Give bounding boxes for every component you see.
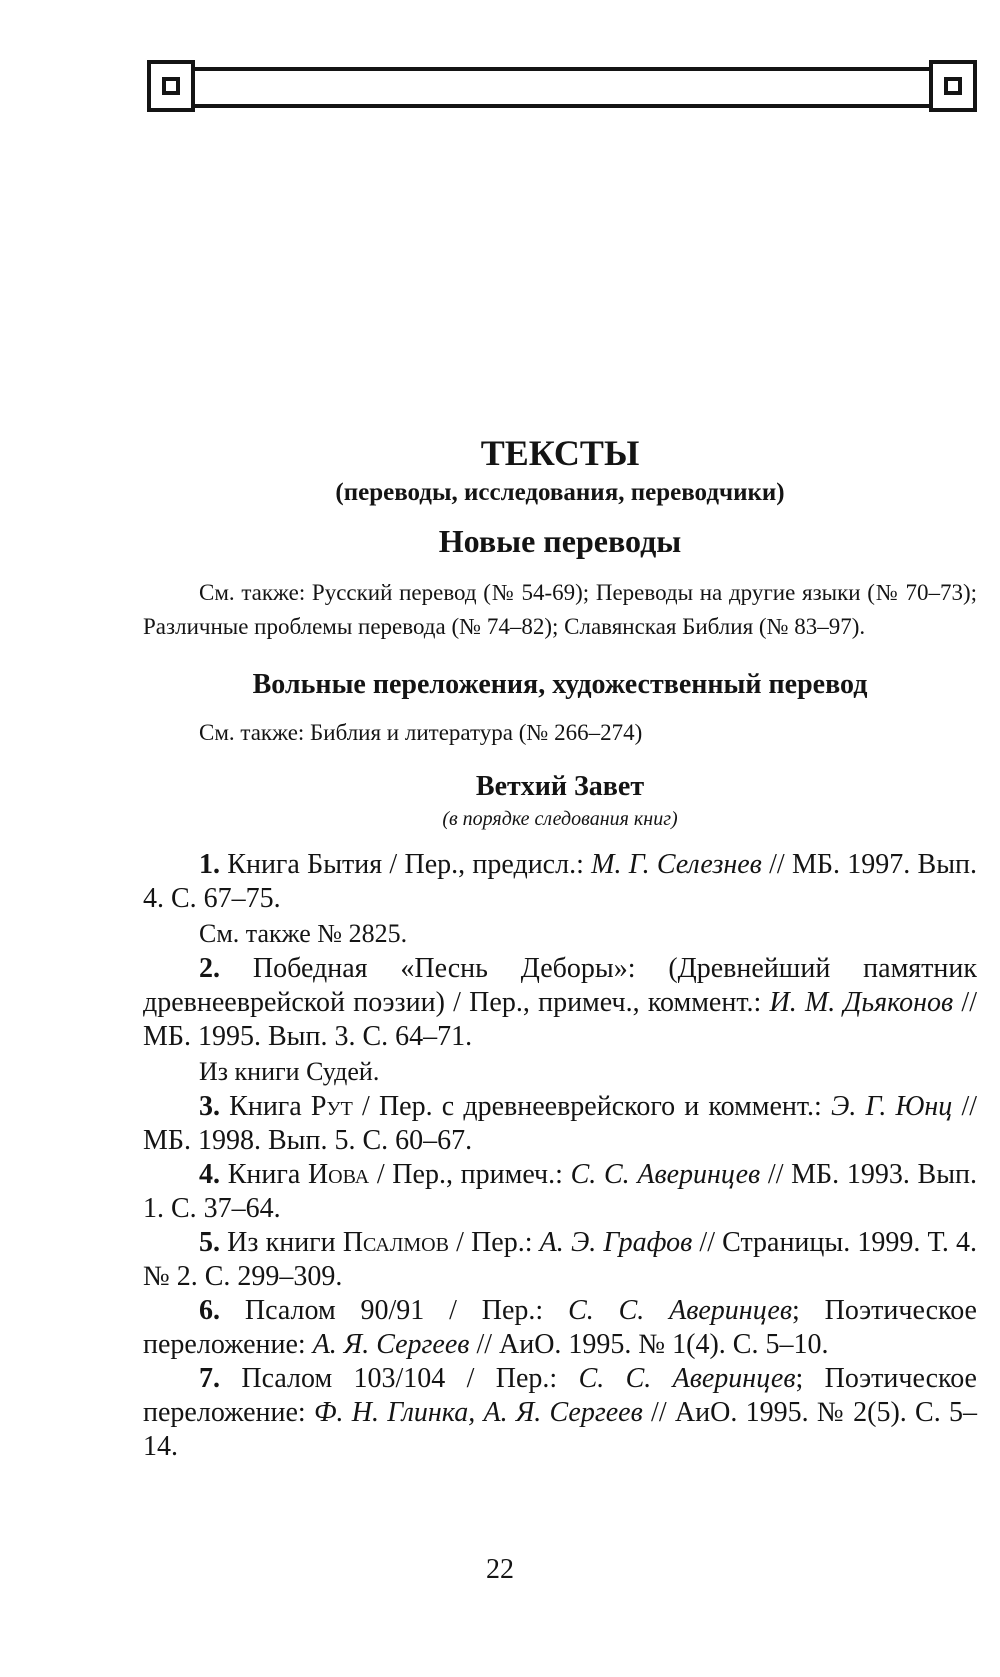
ornament-rule-top [147, 67, 977, 71]
entry-author: А. Э. Графов [539, 1227, 693, 1258]
section-title-old-testament: Ветхий Завет [475, 771, 645, 802]
entry-note: Из книги Судей. [199, 1057, 380, 1086]
entry-text-prefix: Книга [220, 1091, 311, 1122]
entry-text-middle: ; Поэтическое переложение: [143, 1295, 977, 1360]
bibliography-entry [143, 848, 977, 916]
entry-source: // МБ. 1993. Вып. 1. С. 37–64. [143, 1159, 977, 1224]
bibliography-entry [143, 1090, 977, 1158]
ornament-corner-left [147, 60, 195, 112]
chapter-title: ТЕКСТЫ [480, 433, 640, 473]
header-ornament [147, 60, 977, 116]
entry-text-middle: ; Поэтическое переложение: [143, 1363, 977, 1428]
entry-text-prefix: Книга [220, 1159, 308, 1190]
ornament-rule-bottom [147, 104, 977, 108]
section-note-order: (в порядке следования книг) [442, 808, 678, 830]
entry-source: // МБ. 1997. Вып. 4. С. 67–75. [143, 849, 977, 914]
entry-number: 2. [199, 953, 220, 984]
entry-text: Книга Бытия / Пер., предисл.: [220, 849, 592, 880]
entry-author: Э. Г. Юнц [831, 1091, 953, 1122]
chapter-subtitle: (переводы, исследования, переводчики) [335, 479, 785, 506]
entry-number: 4. [199, 1159, 220, 1190]
section-title-new-translations: Новые переводы [438, 523, 682, 559]
entry-number: 7. [199, 1363, 220, 1394]
bibliography-entry [143, 1294, 977, 1362]
see-also-new-translations: См. также: Русский перевод (№ 54-69); Переводы на другие языки (№ 70–73); Различные проблемы перевода (№ 74–82); Славянская Библия (№ 83–97). [143, 580, 977, 639]
entry-author: С. С. Аверинцев [578, 1363, 796, 1394]
bibliography-entry [143, 952, 977, 1054]
entry-text: Псалом 90/91 / Пер.: [220, 1295, 569, 1326]
entry-text-prefix: Из книги [220, 1227, 343, 1258]
page-content [143, 430, 977, 1464]
ornament-corner-right [929, 60, 977, 112]
entry-author: С. С. Аверинцев [570, 1159, 761, 1190]
entry-book-name: Иова [307, 1159, 370, 1190]
bibliography-entry [143, 1158, 977, 1226]
entry-author: С. С. Аверинцев [568, 1295, 792, 1326]
entry-number: 3. [199, 1091, 220, 1122]
entry-note: См. также № 2825. [199, 919, 408, 948]
see-also-free-adaptations: См. также: Библия и литература (№ 266–274) [199, 720, 643, 745]
entry-number: 1. [199, 849, 220, 880]
entry-author-adaptation: Ф. Н. Глинка, А. Я. Сергеев [313, 1397, 643, 1428]
entry-source: // МБ. 1998. Вып. 5. С. 60–67. [143, 1091, 978, 1156]
section-title-free-adaptations: Вольные переложения, художественный перевод [252, 669, 868, 700]
entry-number: 5. [199, 1227, 220, 1258]
entry-text: / Пер.: [448, 1227, 540, 1258]
entry-text: Псалом 103/104 / Пер.: [220, 1363, 579, 1394]
page-number: 22 [486, 1554, 514, 1585]
entry-source: // Страницы. 1999. Т. 4. № 2. С. 299–309. [143, 1227, 978, 1292]
bibliography-entries [143, 848, 977, 1464]
entry-author-adaptation: А. Я. Сергеев [312, 1329, 470, 1360]
entry-source: // АиО. 1995. № 1(4). С. 5–10. [469, 1329, 829, 1360]
entry-text: Победная «Песнь Деборы»: (Древнейший памятник древнееврейской поэзии) / Пер., примеч., коммент.: [143, 953, 977, 1018]
entry-author: М. Г. Селезнев [591, 849, 762, 880]
entry-text: / Пер. с древнееврейского и коммент.: [352, 1091, 831, 1122]
entry-author: И. М. Дьяконов [769, 987, 954, 1018]
entry-book-name: Псалмов [342, 1227, 449, 1258]
bibliography-entry [143, 1362, 977, 1464]
entry-book-name: Рут [310, 1091, 353, 1122]
entry-text: / Пер., примеч.: [369, 1159, 571, 1190]
bibliography-entry [143, 1226, 977, 1294]
entry-source: // АиО. 1995. № 2(5). С. 5–14. [143, 1397, 978, 1462]
entry-source: // МБ. 1995. Вып. 3. С. 64–71. [143, 987, 977, 1052]
entry-number: 6. [199, 1295, 220, 1326]
